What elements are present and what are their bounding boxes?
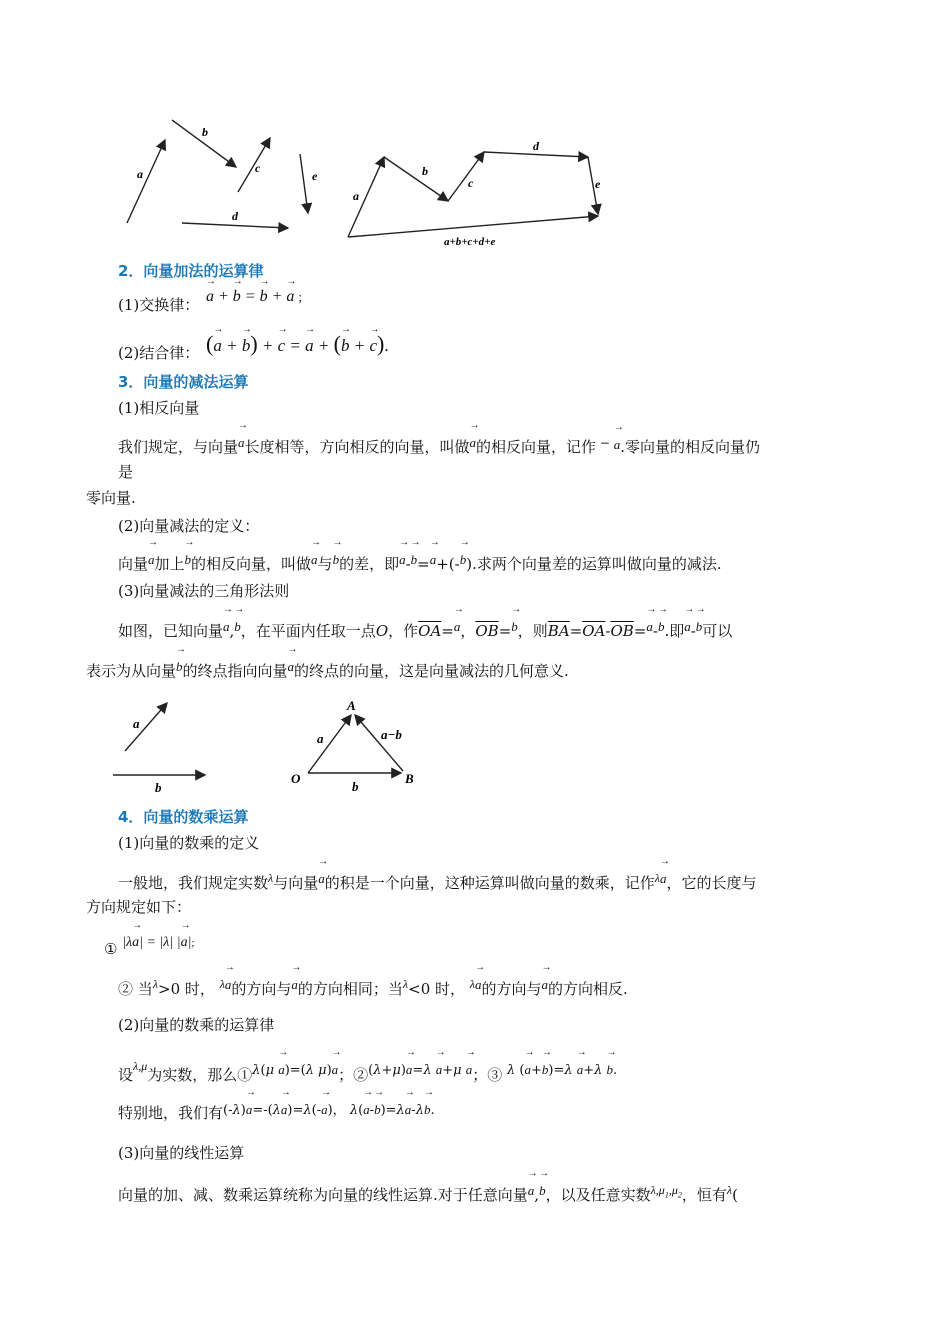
text-span: 的相反向量，记作 (476, 438, 597, 456)
text-span: 为实数，那么① (147, 1066, 253, 1084)
associative-formula: (→ a + → b) + → c = → a + (→ b + → c). (206, 331, 389, 357)
poly-b-label: b (422, 164, 428, 178)
text-span: 的终点指向向量 (182, 662, 288, 680)
text-span: 加上 (154, 555, 185, 573)
text-span: 与向量 (273, 874, 319, 892)
section-2-title: 2．向量加法的运算律 (118, 262, 264, 280)
fig2-label-b: b (155, 780, 162, 795)
text-span: .求两个向量差的运算叫做向量的减法. (472, 555, 722, 573)
tri-point-b: B (405, 771, 414, 786)
fig2-label-a: a (133, 716, 140, 731)
tri-ba (355, 715, 403, 771)
text-span: ，在平面内任取一点 (240, 622, 376, 640)
poly-b (384, 157, 448, 201)
commutative-label: (1)交换律： (118, 296, 200, 314)
associative-label: (2)结合律： (118, 344, 200, 362)
tri-label-amb: a−b (381, 727, 402, 742)
triangle-rule-text: 如图，已知向量→ a,→ b，在平面内任取一点O，作$\overline{OA}=\to a$，$\overline{OB}=\to b$，则$\overline{BA}=\overline{OA}-\overline{OB}=\to a-\to b$.即→ a-→ b可以 (118, 620, 732, 643)
text-span: 向量 (118, 555, 149, 573)
vector-a (127, 140, 165, 223)
opposite-vector-text: 我们规定，与向量→ a长度相等，方向相反的向量，叫做→ a的相反向量，记作 − → a.零向量的相反向量仍 (118, 436, 760, 459)
poly-c (448, 152, 484, 201)
fig2-vector-a (125, 703, 167, 751)
text-span: ，它的长度与 (666, 874, 757, 892)
text-span: 我们规定，与向量 (118, 438, 239, 456)
vector-d-label: d (232, 209, 238, 223)
text-span: 的积是一个向量，这种运算叫做向量的数乘，记作 (324, 874, 655, 892)
vector-addition-figure (110, 110, 630, 250)
triangle-rule-title: (3)向量减法的三角形法则 (118, 582, 290, 600)
text-span: 的方向与 (231, 980, 292, 998)
rule-2-number: ② (118, 980, 134, 998)
text-span: 与 (317, 555, 333, 573)
triangle-rule-text-2: 表示为从向量→ b的终点指向向量→ a的终点的向量，这是向量减法的几何意义. (86, 660, 569, 683)
opposite-vector-text-2: 是 (118, 463, 134, 481)
vector-e-label: e (312, 169, 318, 183)
text-span: 的终点的向量，这是向量减法的几何意义. (294, 662, 569, 680)
scalar-mult-def-text-2: 方向规定如下： (86, 898, 192, 916)
text-span: 向量的加、减、数乘运算统称为向量的线性运算.对于任意向量 (118, 1186, 528, 1204)
poly-a-label: a (353, 189, 359, 203)
section-3-title: 3．向量的减法运算 (118, 373, 249, 391)
tri-label-b: b (352, 779, 359, 794)
commutative-law (118, 294, 199, 316)
associative-law (118, 342, 199, 364)
text-span: 可以 (702, 622, 733, 640)
text-span: 长度相等，方向相反的向量，叫做 (244, 438, 470, 456)
text-span: 的方向相反. (548, 980, 628, 998)
text-span: ；③ (472, 1066, 503, 1084)
poly-sum (348, 216, 598, 237)
scalar-mult-laws-text: 设$^{\lambda,\mu}$为实数，那么①λ(μ → a)=(λ μ)→ a；②(λ+μ)→ a=λ → a+μ → a；③ λ (→ a+→ b)=λ → a+λ → b. (118, 1064, 617, 1088)
special-case-text: 特别地，我们有(-λ)→ a=-(λ→ a)=λ(-→ a)， λ(→ a-→ b)=λ→ a-λ→ b. (118, 1102, 435, 1126)
text-span: ，作 (388, 622, 419, 640)
text-span: 一般地，我们规定实数 (118, 874, 269, 892)
text-span: ，恒有 (681, 1186, 727, 1204)
vector-c-label: c (255, 161, 261, 175)
scalar-mult-def-text: 一般地，我们规定实数$^\lambda$与向量→ a的积是一个向量，这种运算叫做向量的数乘，记作$^\lambda$→ a，它的长度与 (118, 872, 756, 895)
tri-oa (308, 715, 351, 773)
rule-2: ② 当$^\lambda$>0 时， $^\lambda$→ a的方向与→ a的方向相同；当$^\lambda$<0 时， $^\lambda$→ a的方向与→ a的方向相反. (118, 978, 628, 1001)
text-span: >0 时， (158, 980, 215, 998)
vector-d (182, 223, 288, 228)
text-span: 设 (118, 1066, 134, 1084)
text-span: ；② (338, 1066, 369, 1084)
poly-d-label: d (533, 139, 539, 153)
text-span: .零向量的相反向量仍 (620, 438, 761, 456)
tri-label-a: a (317, 731, 324, 746)
opposite-vector-title: (1)相反向量 (118, 399, 200, 417)
text-span: .即 (664, 622, 685, 640)
vector-c (238, 138, 270, 192)
section-4-title: 4．向量的数乘运算 (118, 808, 249, 826)
poly-e-label: e (595, 177, 601, 191)
poly-c-label: c (468, 176, 474, 190)
text-span: ，则 (517, 622, 548, 640)
text-span: 的相反向量，叫做 (191, 555, 312, 573)
text-span: ，以及任意实数 (545, 1186, 651, 1204)
commutative-formula: → a + → b = → b + → a ; (206, 288, 302, 306)
scalar-mult-laws-title: (2)向量的数乘的运算律 (118, 1016, 275, 1034)
rule-1: ① |λ→ a| = |λ| |→ a|; (104, 938, 194, 962)
text-span: 的方向相同；当 (297, 980, 403, 998)
tri-point-a: A (347, 698, 356, 713)
text-span: 特别地，我们有 (118, 1104, 224, 1122)
scalar-mult-def-title: (1)向量的数乘的定义 (118, 834, 260, 852)
text-span: 如图，已知向量 (118, 622, 224, 640)
vector-a-label: a (137, 167, 143, 181)
vector-subtraction-figure (105, 693, 435, 798)
poly-sum-label: a+b+c+d+e (444, 236, 496, 248)
subtraction-def-text: 向量→ a加上→ b的相反向量，叫做→ a与→ b的差，即→ a-→ b=→ a+(-→ b).求两个向量差的运算叫做向量的减法. (118, 553, 722, 576)
linear-operations-text: 向量的加、减、数乘运算统称为向量的线性运算.对于任意向量→ a,→ b，以及任意实数$^{\lambda,\mu_1,\mu_2}$，恒有$^\lambda$( (118, 1184, 738, 1212)
text-span: 的方向与 (481, 980, 542, 998)
linear-operations-title: (3)向量的线性运算 (118, 1144, 245, 1162)
vector-e (300, 154, 308, 213)
rule-1-number: ① (104, 940, 118, 958)
text-span: 的差，即 (339, 555, 400, 573)
opposite-vector-text-3: 零向量. (86, 489, 136, 507)
text-span: 表示为从向量 (86, 662, 177, 680)
vector-b-label: b (202, 125, 208, 139)
subtraction-def-title: (2)向量减法的定义： (118, 517, 260, 535)
tri-point-o: O (291, 771, 301, 786)
text-span: 当 (137, 980, 153, 998)
point-o: O (375, 622, 389, 640)
text-span: <0 时， (408, 980, 466, 998)
